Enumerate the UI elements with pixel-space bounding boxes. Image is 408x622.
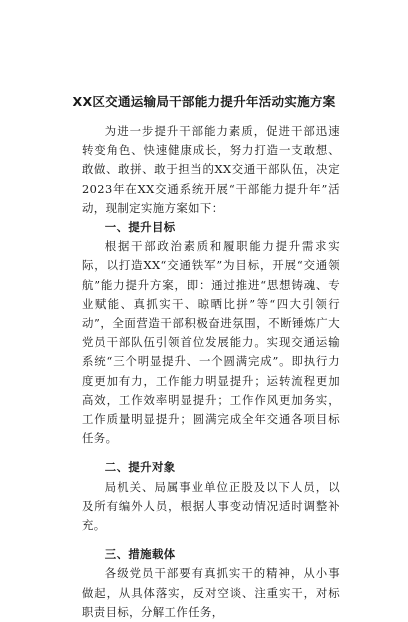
section-heading-goals: 一、提升目标 [104, 220, 176, 235]
document-body [82, 122, 340, 622]
targets-paragraph: 局机关、局属事业单位正股及以下人员，以及所有编外人员，根据人事变动情况适时调整补充。 [82, 479, 340, 533]
intro-paragraph: 为进一步提升干部能力素质，促进干部迅速转变角色、快速健康成长，努力打造一支敢想、敢做、敢拼、敢于担当的XX交通干部队伍，决定2023年在XX交通系统开展“干部能力提升年”活动，现制定实施方案如下： [82, 124, 340, 215]
measures-paragraph: 各级党员干部要有真抓实干的精神，从小事做起，从具体落实，反对空谈、注重实干，对标职责目标，分解工作任务， [82, 566, 340, 619]
document-title: XX区交通运输局干部能力提升年活动实施方案 [72, 94, 336, 109]
section-heading-targets: 二、提升对象 [104, 460, 176, 475]
section-heading-measures: 三、措施载体 [104, 547, 176, 562]
goals-paragraph: 根据干部政治素质和履职能力提升需求实际，以打造XX“交通铁军”为目标，开展“交通领航”能力提升方案，即：通过推进“思想铸魂、专业赋能、真抓实干、晾晒比拼”等“四大引领行动”，全面营造干部积极奋进氛围，不断锤炼广大党员干部队伍引领首位发展能力。实现交通运输系统“三个明显提升、一个圆满完成”。即执行力度更加有力，工作能力明显提升；运转流程更加高效，工作效率明显提升；工作作风更加务实，工作质量明显提升；圆满完成全年交通各项目标任务。 [82, 239, 340, 446]
